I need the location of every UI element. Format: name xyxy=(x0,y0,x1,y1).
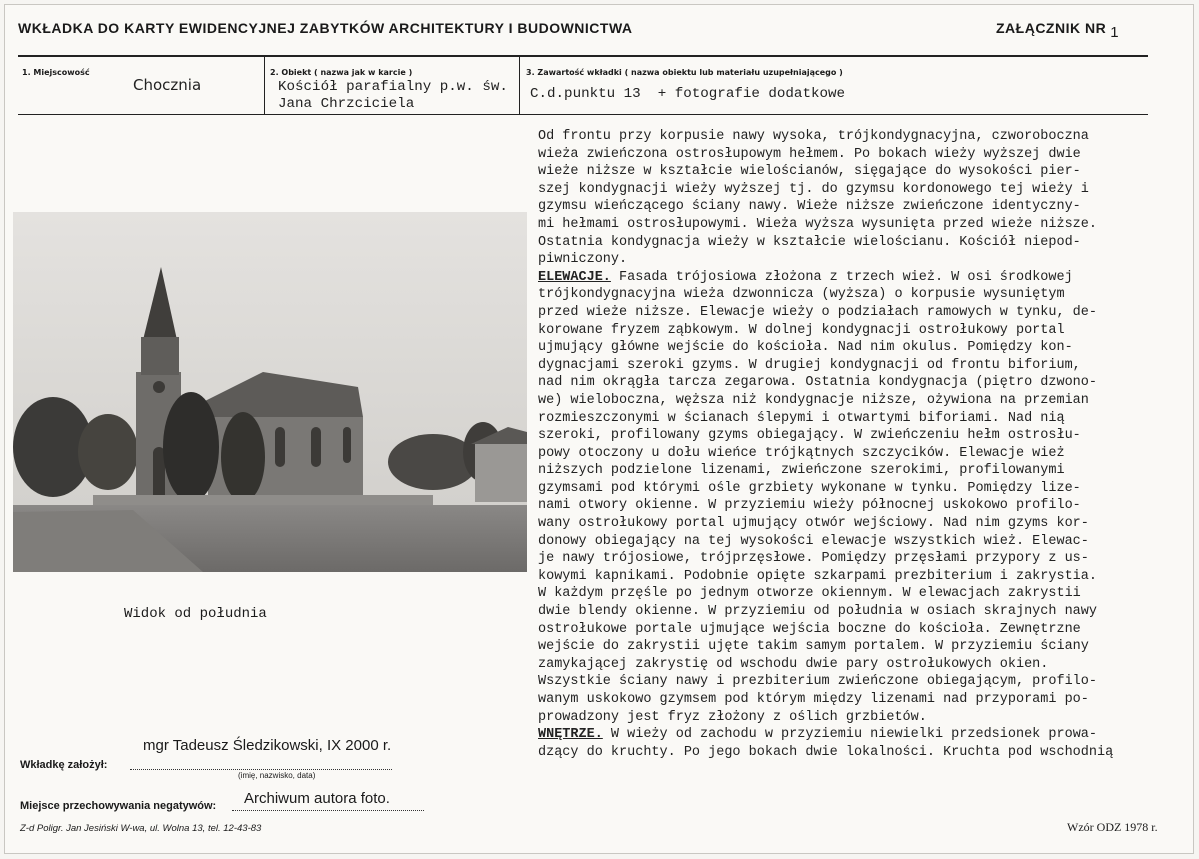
bottom-rule xyxy=(18,114,1148,115)
text-line: Fasada trójosiowa złożona z trzech wież. W osi środkowej xyxy=(610,269,1073,285)
content-value: C.d.punktu 13 + fotografie dodatkowe xyxy=(530,86,846,102)
form-title: WKŁADKA DO KARTY EWIDENCYJNEJ ZABYTKÓW ARCHITEKTURY I BUDOWNICTWA xyxy=(18,20,633,36)
founded-sub-label: (imię, nazwisko, data) xyxy=(238,771,316,780)
location-value: Chocznia xyxy=(133,76,202,94)
annex-label xyxy=(996,20,1120,41)
section-heading-interior: WNĘTRZE. xyxy=(538,727,603,743)
text-line: Ostatnia kondygnacja wieży w kształcie wielościanu. Kościół niepod- xyxy=(538,234,1081,250)
author-signature-line: mgr Tadeusz Śledzikowski, IX 2000 r. xyxy=(143,737,392,754)
text-line: nad nim okrągła tarcza zegarowa. Ostatnia kondygnacja (piętro dzwono- xyxy=(538,375,1097,391)
section-heading-elevations: ELEWACJE. xyxy=(538,269,611,285)
object-value-2: Jana Chrzciciela xyxy=(278,96,415,112)
text-line: W wieży od zachodu w przyziemiu niewielki przedsionek prowa- xyxy=(602,727,1097,743)
founded-label: Wkładkę założył: xyxy=(20,759,108,771)
text-line: Od frontu przy korpusie nawy wysoka, trójkondygnacyjna, czworoboczna xyxy=(538,129,1089,144)
text-line: gzymsami pod którymi ośle grzbiety wykonane w tynku. Pomiędzy lize- xyxy=(538,480,1081,496)
text-line: wanym uskokowo gzymsem pod którym między lizenami nad przyporami po- xyxy=(538,692,1089,707)
text-line: trójkondygnacyjna wieża dzwonnicza (wyższa) o korpusie wysuniętym xyxy=(538,287,1065,303)
top-rule xyxy=(18,55,1148,57)
founded-dotted-line xyxy=(130,759,392,770)
text-line: nami otwory okienne. W przyziemiu wieży północnej uskokowo profilo- xyxy=(538,498,1081,514)
annex-number: 1 xyxy=(1110,24,1120,41)
text-line: niższych podzielone lizenami, zwieńczone szerokimi, profilowanymi xyxy=(538,463,1065,479)
text-line: szeroki, profilowany gzyms obiegający. W zwieńczeniu hełm ostrosłu- xyxy=(538,428,1081,444)
annex-label-text: ZAŁĄCZNIK NR xyxy=(996,20,1107,36)
object-value-1: Kościół parafialny p.w. św. xyxy=(278,79,508,95)
text-line: ostrołukowe portale ujmujące wejścia boczne do kościoła. Zewnętrzne xyxy=(538,621,1081,637)
form-model: Wzór ODZ 1978 r. xyxy=(1067,820,1158,834)
text-line: Wszystkie ściany nawy i prezbiterium zwieńczone obiegającym, profilo- xyxy=(538,674,1097,690)
text-line: szej kondygnacji wieży wyższej tj. do gzymsu kordonowego tej wieży i xyxy=(538,181,1089,197)
text-line: powy otoczony u dołu wieńce trójkątnych szczycików. Elewacje wież xyxy=(538,445,1065,461)
church-photo xyxy=(13,212,527,572)
printer-imprint: Z-d Poligr. Jan Jesiński W-wa, ul. Wolna 13, tel. 12-43-83 xyxy=(20,823,262,834)
text-line: mi hełmami ostrosłupowymi. Wieża wyższa wysunięta przed wieże niższe. xyxy=(538,216,1097,232)
text-line: korowane fryzem ząbkowym. W dolnej kondygnacji ostrołukowy portal xyxy=(538,322,1065,338)
text-line: donowy obiegający na tej wysokości elewacje wszystkich wież. Elewac- xyxy=(538,533,1089,549)
text-line: ujmujący główne wejście do kościoła. Nad nim okulus. Pomiędzy kon- xyxy=(538,340,1073,356)
text-line: dwie blendy okienne. W przyziemiu od południa w osiach skrajnych nawy xyxy=(538,604,1097,620)
text-line: W każdym przęśle po jednym otworze okiennym. W elewacjach zakrystii xyxy=(538,586,1081,602)
text-line: dzący do kruchty. Po jego bokach dwie lokalności. Kruchta pod wschodnią xyxy=(538,744,1114,760)
text-line: zamykającej zakrystię od wschodu dwie pary ostrołukowych okien. xyxy=(538,656,1049,672)
text-line: wejście do zakrystii ujęte takim samym portalem. W przyziemiu ściany xyxy=(538,639,1089,655)
divider-1 xyxy=(264,56,265,114)
text-line: prowadzony jest fryz złożony z oślich grzbietów. xyxy=(538,709,927,725)
text-line: kowymi kapnikami. Podobnie opięte szkarpami prezbiterium i zakrystia. xyxy=(538,568,1097,584)
description-text xyxy=(538,128,1168,761)
text-line: wieża zwieńczona ostrosłupowym hełmem. Po bokach wieży wyższej dwie xyxy=(538,146,1081,162)
text-line: je nawy trójosiowe, trójprzęsłowe. Pomiędzy przęsłami przypory z us- xyxy=(538,551,1089,567)
text-line: przed wieże niższe. Elewacje wieży o podziałach ramowych w tynku, de- xyxy=(538,304,1097,320)
divider-2 xyxy=(519,56,520,114)
church-photo-drawing xyxy=(13,212,527,572)
location-label: 1. Miejscowość xyxy=(22,68,90,77)
text-line: dygnacjami szeroki gzyms. W drugiej kondygnacji od frontu biforium, xyxy=(538,357,1081,373)
negatives-label: Miejsce przechowywania negatywów: xyxy=(20,800,217,812)
text-line: wany ostrołukowy portal ujmujący otwór wejściowy. Nad nim gzyms kor- xyxy=(538,516,1089,532)
text-line: piwniczony. xyxy=(538,252,628,268)
text-line: wieże niższe w kształcie wielościanów, sięgające do wysokości pier- xyxy=(538,164,1081,180)
text-line: rozmieszczonymi w ścianach ślepymi i otwartymi biforiami. Nad nią xyxy=(538,410,1065,426)
photo-caption: Widok od południa xyxy=(124,606,267,622)
text-line: we) wieloboczna, węższa niż kondygnacje niższe, ożywiona na przemian xyxy=(538,392,1089,408)
negatives-value: Archiwum autora foto. xyxy=(244,790,390,807)
negatives-dotted-line xyxy=(232,800,424,811)
object-label: 2. Obiekt ( nazwa jak w karcie ) xyxy=(270,68,413,77)
content-label: 3. Zawartość wkładki ( nazwa obiektu lub materiału uzupełniającego ) xyxy=(526,68,843,77)
text-line: gzymsu wieńczącego ściany nawy. Wieże niższe zwieńczone identyczny- xyxy=(538,199,1081,215)
